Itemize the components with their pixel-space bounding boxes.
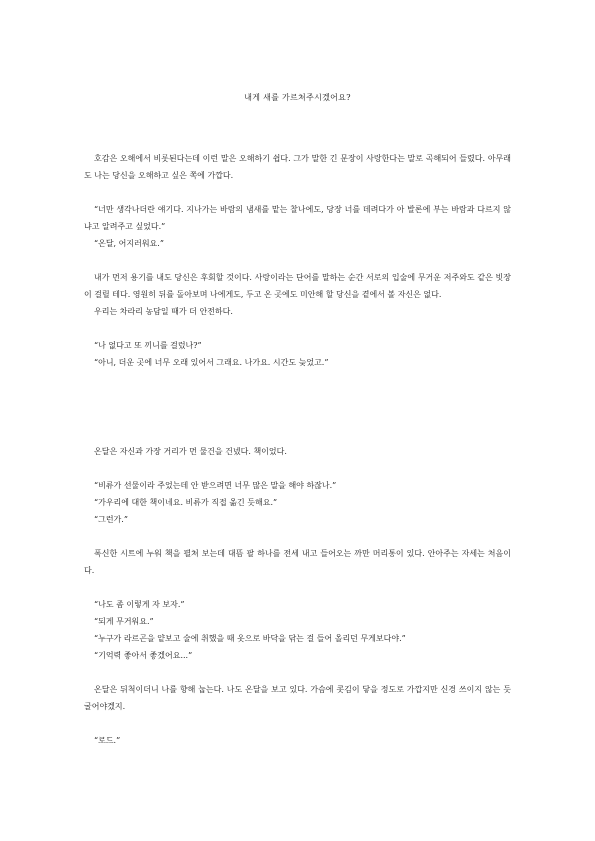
paragraph: “나도 좀 이렇게 자 보자.” xyxy=(94,600,185,609)
paragraph: 우리는 차라리 농담일 때가 더 안전하다. xyxy=(94,307,233,316)
paragraph-gap xyxy=(84,528,511,545)
paragraph: “기억력 좋아서 좋겠어요...” xyxy=(94,651,193,660)
paragraph-gap xyxy=(84,715,511,732)
paragraph: “아니, 더운 곳에 너무 오래 있어서 그래요. 나가요. 시간도 늦었고.” xyxy=(94,358,329,367)
paragraph-gap xyxy=(84,184,511,201)
section-break xyxy=(84,371,511,443)
paragraph: 폭신한 시트에 누워 책을 펼쳐 보는데 대뜸 팔 하나를 전세 내고 들어오는 까만 머리통이 있다. 안아주는 자세는 처음이다. xyxy=(84,549,511,575)
document-body xyxy=(84,150,511,749)
paragraph: “비류가 선물이라 주었는데 안 받으려면 너무 많은 말을 해야 하잖나.” xyxy=(94,481,337,490)
paragraph: “나 없다고 또 끼니를 걸렀나?” xyxy=(94,341,202,350)
paragraph: “누구가 라르곤을 얕보고 술에 취했을 때 옷으로 바닥을 닦는 걸 들어 올리던 무게보다야.” xyxy=(94,634,406,643)
paragraph-gap xyxy=(84,460,511,477)
paragraph: 내가 먼저 용기를 내도 당신은 후회할 것이다. 사랑이라는 단어를 말하는 순간 서로의 입술에 무거운 저주와도 같은 빗장이 걸릴 테다. 영원히 뒤를 돌아보며 나에게도, 두고 온 곳에도 미안해 할 당신을 곁에서 볼 자신은 없다. xyxy=(84,273,511,299)
paragraph: “로드.” xyxy=(94,736,121,745)
paragraph: “온달, 어지러워요.” xyxy=(94,239,164,248)
paragraph: 온달은 자신과 가장 거리가 먼 물건을 건넸다. 책이었다. xyxy=(94,447,287,456)
paragraph-gap xyxy=(84,579,511,596)
document-title: 내게 새를 가르쳐주시겠어요? xyxy=(244,93,351,102)
paragraph: “그런가.” xyxy=(94,515,128,524)
paragraph: “너만 생각나더란 얘기다. 지나가는 바람의 냄새를 맡는 찰나에도, 당장 너를 데려다가 아 발론에 부는 바람과 다르지 않냐고 알려주고 싶었다.” xyxy=(84,205,511,231)
paragraph: “되게 무거워요.” xyxy=(94,617,154,626)
paragraph-gap xyxy=(84,664,511,681)
paragraph: “가우리에 대한 책이네요. 비류가 직접 옮긴 듯해요.” xyxy=(94,498,278,507)
paragraph-gap xyxy=(84,320,511,337)
paragraph-gap xyxy=(84,252,511,269)
paragraph: 호감은 오해에서 비롯된다는데 이런 말은 오해하기 쉽다. 그가 말한 긴 문장이 사랑한다는 말로 곡해되어 들렸다. 아무래도 나는 당신을 오해하고 싶은 쪽에 가깝다. xyxy=(84,154,511,180)
paragraph: 온달은 뒤척이더니 나를 향해 눕는다. 나도 온달을 보고 있다. 가슴에 콧김이 닿을 정도로 가깝지만 신경 쓰이지 않는 듯 굴어야겠지. xyxy=(84,685,511,711)
